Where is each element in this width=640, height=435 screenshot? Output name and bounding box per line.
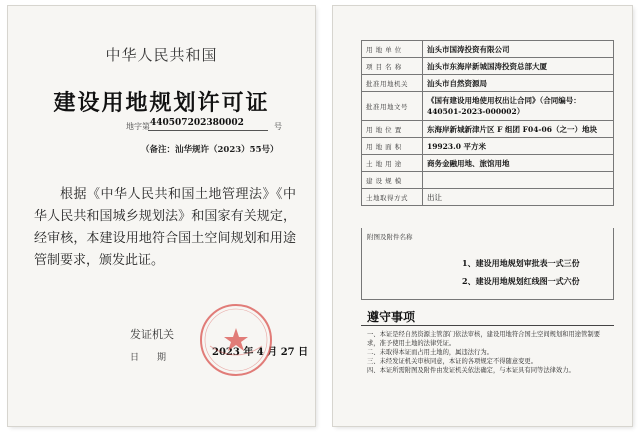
notice-title: 遵守事项 xyxy=(367,310,416,324)
row-value: 出让 xyxy=(423,189,614,206)
table-row xyxy=(362,121,614,138)
attachments-box xyxy=(361,228,614,300)
remark-text: （备注：汕华规许（2023）55号） xyxy=(141,145,279,155)
row-key: 批准用地文号 xyxy=(362,92,423,121)
row-key: 批准用地机关 xyxy=(362,75,423,92)
table-row xyxy=(362,41,614,58)
table-row xyxy=(362,172,614,189)
table-row xyxy=(362,189,614,206)
cert-no-underline xyxy=(148,130,268,131)
issuer-label: 发证机关 xyxy=(130,328,174,341)
certificate-body-text: 根据《中华人民共和国土地管理法》《中华人民共和国城乡规划法》和国家有关规定，经审核，本建设用地符合国土空间规划和用途管制要求，颁发此证。 xyxy=(34,187,296,268)
row-value: 汕头市东海岸新城国涛投资总部大厦 xyxy=(423,58,614,75)
row-value: 汕头市自然资源局 xyxy=(423,75,614,92)
row-key: 用 地 位 置 xyxy=(362,121,423,138)
attachments-title: 附图及附件名称 xyxy=(367,233,413,241)
official-seal xyxy=(198,302,274,378)
cert-no-label: 地字第 xyxy=(126,122,150,131)
row-key: 土地取得方式 xyxy=(362,189,423,206)
table-row xyxy=(362,155,614,172)
row-value: 19923.0 平方米 xyxy=(423,138,614,155)
certificate-left-page xyxy=(8,6,315,426)
row-key: 用 地 面 积 xyxy=(362,138,423,155)
row-value: 汕头市国涛投资有限公司 xyxy=(423,41,614,58)
notice-item: 三、未经发证机关审核同意，本证的各项规定不得随意变更。 xyxy=(367,357,538,365)
row-key: 用 地 单 位 xyxy=(362,41,423,58)
row-value: 商务金融用地、旅馆用地 xyxy=(423,155,614,172)
row-value: 东海岸新城新津片区 F 组团 F04-06（之一）地块 xyxy=(423,121,614,138)
notice-item: 二、未取得本证而占用土地的，属违法行为。 xyxy=(367,348,493,356)
row-key: 土 地 用 途 xyxy=(362,155,423,172)
table-row xyxy=(362,58,614,75)
table-row xyxy=(362,138,614,155)
row-value: 《国有建设用地使用权出让合同》（合同编号：440501-2023-000002） xyxy=(423,92,614,121)
notice-divider xyxy=(361,325,614,326)
notice-item: 四、本证所需附图及附件由发证机关依法确定，与本证具有同等法律效力。 xyxy=(367,366,575,374)
table-row xyxy=(362,75,614,92)
attachment-item: 2、建设用地规划红线图一式六份 xyxy=(462,276,580,286)
cert-no-value: 440507202380002 xyxy=(150,118,244,128)
attachment-item: 1、建设用地规划审批表一式三份 xyxy=(462,258,580,268)
row-value xyxy=(423,172,614,189)
land-info-table xyxy=(361,40,614,206)
notice-list xyxy=(367,331,612,376)
row-key: 建 设 规 模 xyxy=(362,172,423,189)
certificate-right-page xyxy=(333,6,632,426)
table-row xyxy=(362,92,614,121)
issue-date: 2023 年 4 月 27 日 xyxy=(212,347,309,358)
cert-no-suffix: 号 xyxy=(274,122,282,131)
date-label: 日期 xyxy=(130,353,185,363)
permit-title: 建设用地规划许可证 xyxy=(53,90,270,116)
country-name: 中华人民共和国 xyxy=(105,46,218,64)
notice-item: 一、本证是经自然资源主管部门依法审核，建设用地符合国土空间规划和用途管制要求，准予使用土地的法律凭证。 xyxy=(367,331,600,347)
row-key: 项 目 名 称 xyxy=(362,58,423,75)
